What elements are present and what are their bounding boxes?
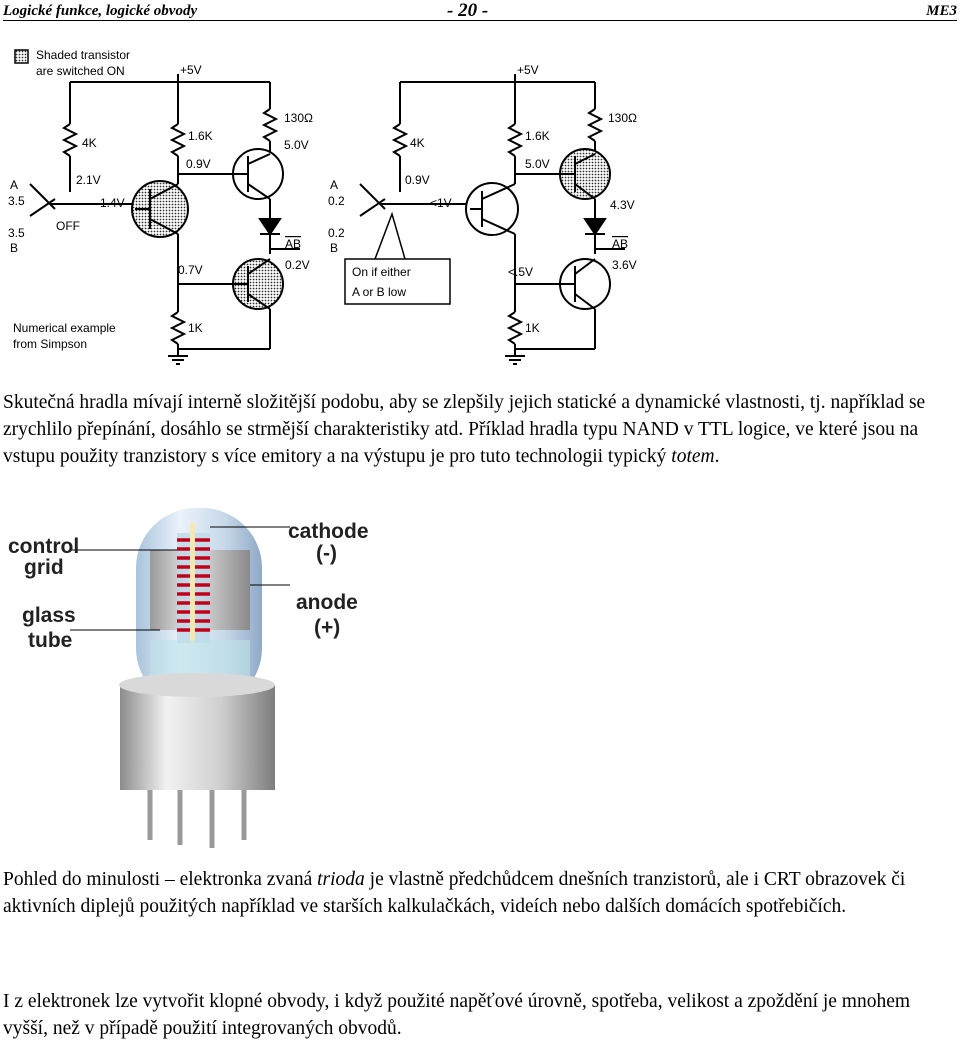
legend-line-1: Shaded transistor (36, 48, 131, 62)
legend-line-2: are switched ON (36, 64, 125, 78)
paragraph-triode-text: Pohled do minulosti – elektronka zvaná (3, 869, 318, 890)
label-anode: anode (296, 591, 358, 614)
right-v-in: <1V (430, 196, 452, 210)
label-tube: tube (28, 629, 73, 652)
label-grid: grid (24, 556, 64, 579)
right-output: AB (612, 237, 629, 251)
page-header (3, 2, 957, 21)
note-line-1: On if either (352, 265, 411, 279)
right-a-val: 0.2 (328, 194, 345, 208)
left-v-top: 5.0V (284, 138, 309, 152)
right-b-label: B (330, 241, 339, 255)
ttl-nand-circuit-diagram (0, 44, 660, 374)
label-cathode: cathode (288, 520, 369, 543)
right-r3: 130Ω (608, 111, 637, 125)
header-page-number: - 20 - (447, 0, 489, 21)
left-state: OFF (56, 219, 80, 233)
left-r3: 130Ω (284, 111, 313, 125)
paragraph-triode (3, 866, 957, 920)
left-output: AB (285, 237, 302, 251)
right-a-label: A (330, 178, 339, 192)
paragraph-gates (3, 389, 957, 470)
label-anode-sign: (+) (314, 616, 341, 639)
label-control: control (8, 535, 80, 558)
right-b-val: 0.2 (328, 226, 345, 240)
left-r2: 1.6K (188, 129, 213, 143)
triode-tube-illustration (0, 505, 392, 855)
right-r2: 1.6K (525, 129, 550, 143)
right-v-base: 0.9V (405, 173, 430, 187)
right-v-out: 3.6V (612, 258, 637, 272)
term-trioda: trioda (317, 869, 365, 890)
label-glass: glass (22, 604, 76, 627)
header-chapter-title: Logické funkce, logické obvody (3, 3, 198, 19)
left-v-coll: 0.9V (186, 157, 211, 171)
right-r1: 4K (410, 136, 425, 150)
paragraph-gates-text: Skutečná hradla mívají interně složitější podobu, aby se zlepšily jejich statické a dynamické vlastnosti, tj. například se zrychlilo přepínání, dosáhlo se strmější charakteristiky atd. Příklad hradla typu NAND v TTL logice, ve které jsou na vstupu použity tranzistory s více emitory a na výstupu je pro tuto technologii typický (3, 392, 926, 467)
right-vcc: +5V (517, 63, 539, 77)
left-v-out: 0.2V (285, 258, 310, 272)
left-b-val: 3.5 (8, 226, 25, 240)
term-totem: totem (671, 446, 715, 467)
left-vcc: +5V (180, 63, 202, 77)
credit-line-2: from Simpson (13, 337, 88, 351)
left-a-val: 3.5 (8, 194, 25, 208)
left-v-emit: 0.7V (178, 263, 203, 277)
right-r4: 1K (525, 321, 540, 335)
paragraph-gates-end: . (714, 446, 720, 467)
right-v-emit: <.5V (508, 265, 534, 279)
note-line-2: A or B low (352, 285, 407, 299)
left-a-label: A (10, 178, 19, 192)
header-course-code: ME3 (926, 3, 957, 19)
left-v-mid: 1.4V (100, 196, 125, 210)
label-cathode-sign: (-) (316, 542, 337, 565)
left-r4: 1K (188, 321, 203, 335)
paragraph-flipflops: I z elektronek lze vytvořit klopné obvody, i když použité napěťové úrovně, spotřeba, velikost a zpoždění je mnohem vyšší, než v případě použití integrovaných obvodů. (3, 991, 911, 1039)
right-v-hi: 4.3V (610, 198, 635, 212)
left-b-label: B (10, 241, 19, 255)
right-v-top: 5.0V (525, 157, 550, 171)
paragraph-triode-end: je vlastně předchůdcem dnešních tranzistorů, ale i CRT obrazovek či aktivních diplejů použitých například ve starších kalkulačkách, videích nebo dalších domácích spotřebičích. (3, 869, 906, 917)
left-v-base: 2.1V (76, 173, 101, 187)
left-r1: 4K (82, 136, 97, 150)
credit-line-1: Numerical example (13, 321, 116, 335)
